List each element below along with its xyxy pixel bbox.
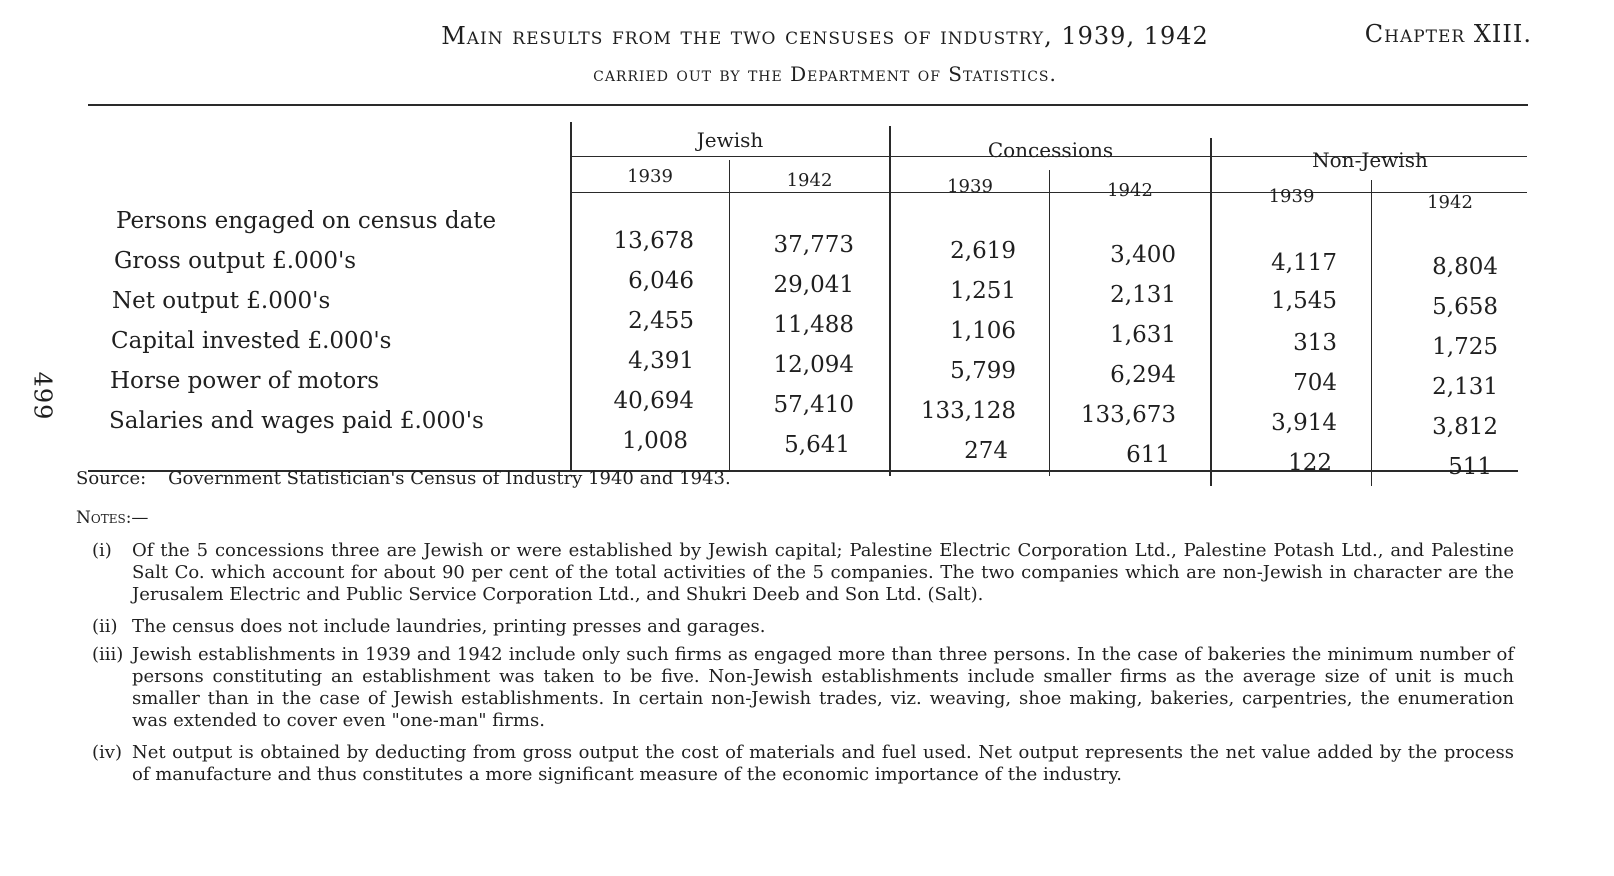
row-label-horse-power: Horse power of motors [110,368,380,394]
table-cell: 13,678 [613,228,694,254]
table-cell: 274 [964,438,1008,464]
notes-heading: Notes:— [76,508,149,528]
table-cell: 122 [1288,450,1332,476]
table-cell: 2,455 [628,308,694,334]
year-header: 1939 [627,166,673,187]
table-divider [1049,170,1050,476]
table-divider [729,160,730,470]
table-cell: 313 [1293,330,1337,356]
note-item [92,540,1514,606]
table-cell: 2,131 [1432,374,1498,400]
row-label-persons-engaged: Persons engaged on census date [116,208,497,234]
table-cell: 37,773 [773,232,854,258]
group-header-non-jewish: Non-Jewish [1312,148,1428,172]
note-number: (iii) [92,644,124,665]
source-line [76,468,731,489]
year-header: 1939 [947,176,993,197]
note-number: (i) [92,540,112,561]
note-number: (iv) [92,742,122,763]
note-text: Net output is obtained by deducting from gross output the cost of materials and fuel used. Net output represents the net value added by the process of manufacture and thus constitutes a more significant measure of the economic importance of the industry. [132,742,1514,785]
note-item [92,644,1514,732]
table-cell: 133,673 [1080,402,1176,428]
table-cell: 6,294 [1110,362,1176,388]
note-text: Jewish establishments in 1939 and 1942 include only such firms as engaged more than three persons. In the case of bakeries the minimum number of persons constituting an establishment was taken to be five. Non-Jewish establishments include smaller firms as the average size of unit is much smaller than in the case of Jewish establishments. In certain non-Jewish trades, viz. weaving, shoe making, bakeries, carpentries, the enumeration was extended to cover even "one-man" firms. [132,644,1514,731]
table-cell: 1,106 [950,318,1016,344]
table-cell: 5,799 [950,358,1016,384]
table-cell: 8,804 [1432,254,1498,280]
note-text: Of the 5 concessions three are Jewish or were established by Jewish capital; Palestine Electric Corporation Ltd., Palestine Potash Ltd., and Palestine Salt Co. which account for about 90 per cent of the total activities of the 5 companies. The two companies which are non-Jewish in character are the Jerusalem Electric and Public Service Corporation Ltd., and Shukri Deeb and Son Ltd. (Salt). [132,540,1514,605]
source-label: Source: [76,468,147,489]
table-cell: 11,488 [773,312,854,338]
top-rule [88,104,1528,106]
chapter-heading: Chapter XIII. [1364,20,1532,48]
table-cell: 29,041 [773,272,854,298]
source-text: Government Statistician's Census of Industry 1940 and 1943. [168,468,731,489]
row-label-gross-output: Gross output £.000's [114,248,357,274]
note-item [92,616,1514,638]
table-cell: 40,694 [613,388,694,414]
table-cell: 1,545 [1271,288,1337,314]
row-label-net-output: Net output £.000's [112,288,331,314]
row-label-salaries-wages: Salaries and wages paid £.000's [109,408,484,434]
table-cell: 57,410 [773,392,854,418]
group-header-concessions: Concessions [987,138,1114,162]
table-cell: 611 [1126,442,1170,468]
year-header: 1939 [1268,186,1315,207]
table-cell: 1,008 [622,428,688,454]
note-number: (ii) [92,616,118,637]
table-cell: 3,914 [1271,410,1337,436]
page-number: 499 [28,371,57,421]
table-cell: 5,658 [1432,294,1498,320]
note-text: The census does not include laundries, printing presses and garages. [132,616,766,637]
table-cell: 1,251 [950,278,1016,304]
table-cell: 6,046 [628,268,694,294]
note-item [92,742,1514,786]
table-divider [1371,180,1372,486]
table-cell: 3,812 [1432,414,1498,440]
table-subtitle: carried out by the Department of Statistics. [593,62,1057,86]
year-header: 1942 [1427,192,1473,213]
row-label-capital-invested: Capital invested £.000's [111,328,392,354]
table-cell: 511 [1448,454,1492,480]
table-title: Main results from the two censuses of industry, 1939, 1942 [441,22,1209,50]
table-cell: 1,725 [1432,334,1498,360]
table-cell: 2,619 [950,238,1016,264]
table-cell: 1,631 [1110,322,1176,348]
table-cell: 12,094 [773,352,854,378]
group-header-jewish: Jewish [696,128,764,152]
table-cell: 5,641 [784,432,850,458]
table-cell: 3,400 [1110,242,1176,268]
table-cell: 4,391 [628,348,694,374]
table-cell: 2,131 [1110,282,1176,308]
year-header: 1942 [786,170,833,191]
table-cell: 704 [1293,370,1337,396]
year-header: 1942 [1107,180,1153,201]
table-cell: 133,128 [920,398,1016,424]
table-cell: 4,117 [1271,250,1337,276]
